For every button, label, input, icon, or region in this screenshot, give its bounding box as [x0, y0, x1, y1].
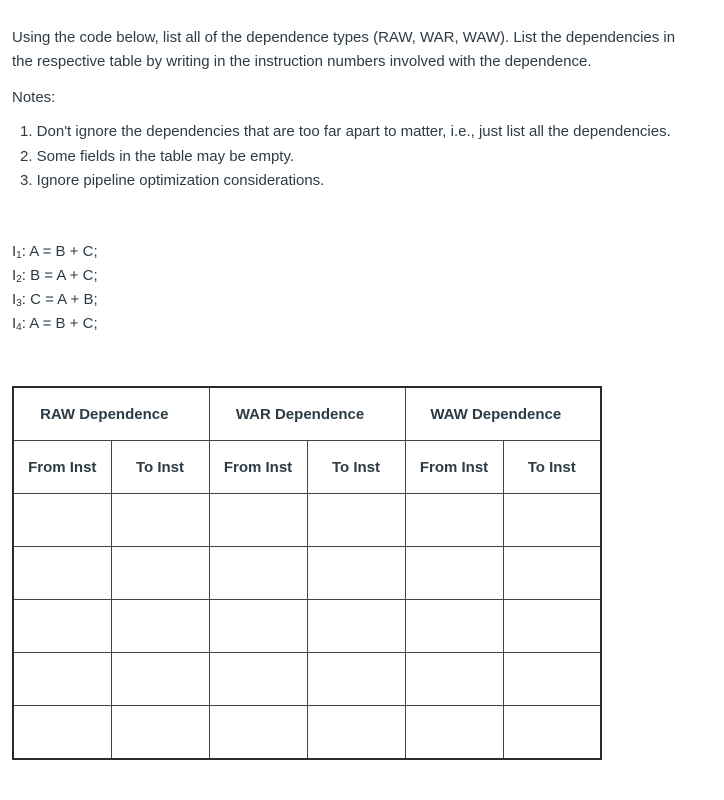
note-item: 1. Don't ignore the dependencies that are too far apart to matter, i.e., just list all the dependencies.: [20, 123, 671, 140]
table-cell[interactable]: [405, 494, 503, 547]
notes-list: [20, 120, 671, 194]
table-cell[interactable]: [111, 547, 209, 600]
note-item: 2. Some fields in the table may be empty.: [20, 147, 295, 165]
table-cell[interactable]: [111, 653, 209, 706]
table-row: [13, 494, 601, 547]
waw-dependence-header: WAW Dependence: [405, 387, 601, 441]
table-cell[interactable]: [307, 547, 405, 600]
notes-label: Notes:: [12, 89, 56, 106]
table-cell[interactable]: [503, 600, 601, 653]
table-cell[interactable]: [405, 547, 503, 600]
dependence-table: [12, 386, 602, 760]
table-cell[interactable]: [13, 706, 111, 760]
table-row: [13, 706, 601, 760]
note-item: 3. Ignore pipeline optimization considerations.: [20, 172, 325, 189]
table-cell[interactable]: [405, 706, 503, 760]
table-row: [13, 600, 601, 653]
code-line: $I_3$: C = A + B;: [12, 291, 98, 309]
table-cell[interactable]: [307, 653, 405, 706]
table-cell[interactable]: [307, 600, 405, 653]
table-cell[interactable]: [111, 494, 209, 547]
table-cell[interactable]: [209, 706, 307, 760]
war-to-inst-header: To Inst: [307, 441, 405, 494]
table-cell[interactable]: [13, 494, 111, 547]
raw-from-inst-header: From Inst: [13, 441, 111, 494]
table-cell[interactable]: [503, 653, 601, 706]
waw-to-inst-header: To Inst: [503, 441, 601, 494]
table-cell[interactable]: [209, 547, 307, 600]
table-cell[interactable]: [503, 494, 601, 547]
question-line-2: the respective table by writing in the instruction numbers involved with the dependence.: [12, 53, 592, 70]
table-cell[interactable]: [13, 600, 111, 653]
table-row: [13, 547, 601, 600]
code-line: $I_1$: A = B + C;: [12, 243, 98, 261]
table-row: [13, 653, 601, 706]
group-header-row: [13, 387, 601, 441]
code-line: $I_4$: A = B + C;: [12, 315, 98, 333]
table-cell[interactable]: [503, 706, 601, 760]
table-cell[interactable]: [307, 706, 405, 760]
table-cell[interactable]: [209, 600, 307, 653]
code-line: $I_2$: B = A + C;: [12, 267, 98, 285]
war-from-inst-header: From Inst: [209, 441, 307, 494]
table-cell[interactable]: [13, 547, 111, 600]
code-block: [12, 240, 98, 336]
table-cell[interactable]: [405, 653, 503, 706]
sub-header-row: [13, 441, 601, 494]
question-text: [12, 26, 720, 74]
table-cell[interactable]: [209, 494, 307, 547]
table-cell[interactable]: [13, 653, 111, 706]
waw-from-inst-header: From Inst: [405, 441, 503, 494]
table-cell[interactable]: [209, 653, 307, 706]
table-cell[interactable]: [405, 600, 503, 653]
table-cell[interactable]: [503, 547, 601, 600]
question-line-1: Using the code below, list all of the dependence types (RAW, WAR, WAW). List the dependencies in: [12, 29, 676, 46]
raw-to-inst-header: To Inst: [111, 441, 209, 494]
table-cell[interactable]: [307, 494, 405, 547]
table-cell[interactable]: [111, 600, 209, 653]
raw-dependence-header: RAW Dependence: [13, 387, 209, 441]
war-dependence-header: WAR Dependence: [209, 387, 405, 441]
table-cell[interactable]: [111, 706, 209, 760]
